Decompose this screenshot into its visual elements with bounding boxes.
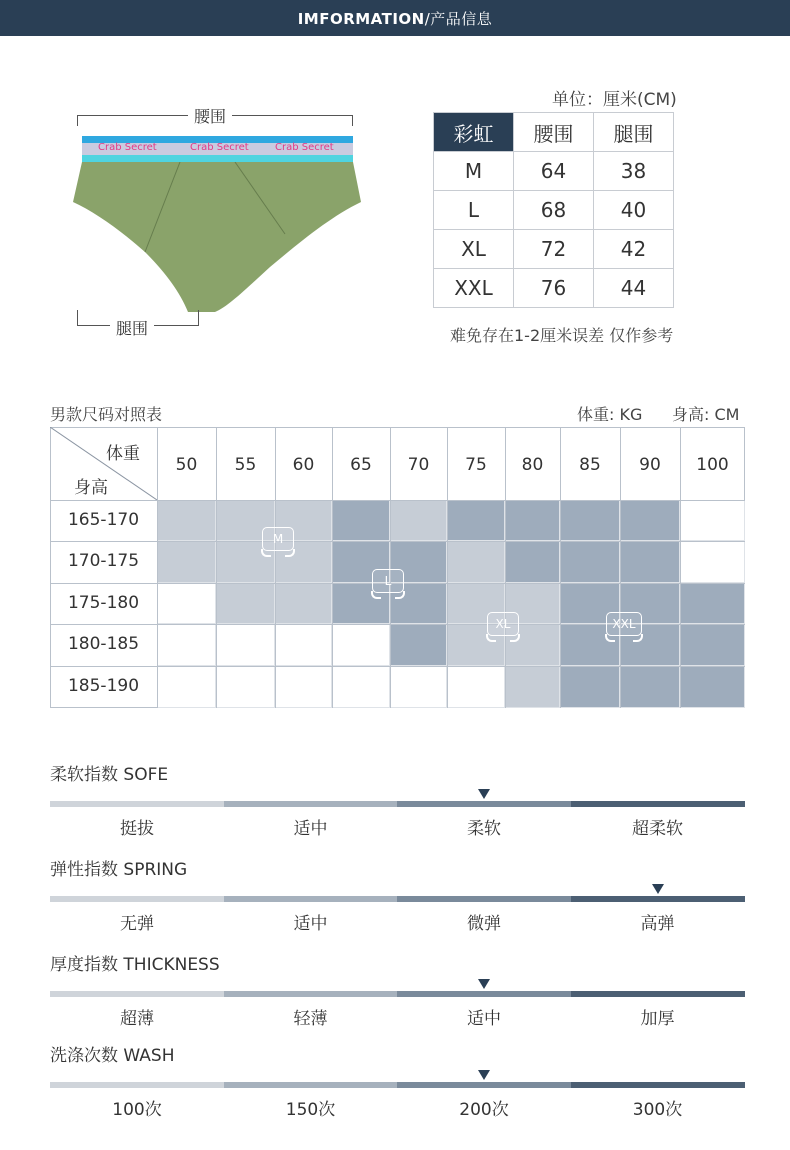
weight-header: 90 — [639, 455, 661, 475]
table-cell: 42 — [594, 230, 674, 269]
chart-cell — [390, 500, 447, 541]
weight-header: 60 — [292, 455, 315, 475]
index-marker-icon — [478, 789, 490, 799]
height-label: 170-175 — [67, 551, 140, 571]
weight-header: 50 — [175, 455, 198, 475]
size-table-header: 腰围 — [514, 113, 594, 152]
chart-cell — [620, 666, 680, 708]
table-cell: 64 — [514, 152, 594, 191]
index-bar-segment — [224, 896, 398, 902]
waist-label: 腰围 — [188, 104, 232, 127]
index-bar-segment — [50, 1082, 224, 1088]
chart-cell — [680, 624, 745, 666]
chart-cell — [216, 583, 275, 624]
garment-illustration — [60, 100, 380, 340]
index-level-label: 适中 — [293, 914, 328, 934]
index-level-label: 300次 — [632, 1100, 683, 1120]
index-level-label: 150次 — [285, 1100, 336, 1120]
chart-cell — [680, 500, 745, 541]
size-table-header-row — [434, 113, 674, 152]
index-title: 厚度指数 THICKNESS — [50, 955, 220, 975]
chart-cell — [680, 541, 745, 583]
header-title-en: IMFORMATION — [297, 10, 425, 28]
chart-cell — [216, 666, 275, 708]
index-level-label: 超柔软 — [632, 819, 683, 839]
chart-cell — [680, 583, 745, 624]
index-level-label: 加厚 — [640, 1009, 675, 1029]
size-chart-grid — [50, 427, 745, 708]
chart-cell — [505, 541, 560, 583]
index-level-label: 适中 — [467, 1009, 501, 1029]
chart-cell — [275, 624, 332, 666]
index-bar-segment — [224, 801, 398, 807]
weight-header: 65 — [350, 455, 372, 475]
weight-header: 70 — [407, 455, 430, 475]
table-row — [434, 269, 674, 308]
grid-line-h — [50, 541, 745, 542]
index-level-label: 100次 — [112, 1100, 162, 1120]
chart-cell — [157, 583, 216, 624]
chart-cell — [390, 624, 447, 666]
index-bar-segment — [397, 896, 571, 902]
table-cell: M — [434, 152, 514, 191]
table-cell: 38 — [594, 152, 674, 191]
chart-title: 男款尺码对照表 — [50, 405, 163, 424]
weight-unit: 体重: KG — [577, 405, 643, 424]
index-bar-segment — [571, 896, 745, 902]
chart-cell — [447, 666, 505, 708]
index-bar-segment — [397, 1082, 571, 1088]
brand-text-1: Crab Secret — [98, 142, 157, 153]
index-level-label: 微弹 — [467, 914, 501, 934]
table-row — [434, 152, 674, 191]
weight-header: 85 — [579, 455, 601, 475]
height-label: 185-190 — [67, 676, 140, 696]
size-note: 难免存在1-2厘米误差 仅作参考 — [450, 326, 674, 345]
table-cell: L — [434, 191, 514, 230]
grid-line-h — [50, 666, 745, 667]
crab-size-icon: M — [262, 527, 294, 551]
index-level-label: 轻薄 — [293, 1009, 328, 1029]
chart-cell — [157, 541, 216, 583]
chart-cell — [275, 583, 332, 624]
index-bar-segment — [50, 991, 224, 997]
chart-cell — [447, 541, 505, 583]
index-level-label: 超薄 — [120, 1009, 154, 1029]
header-title — [0, 8, 790, 29]
briefs-shape — [60, 162, 380, 322]
index-level-label: 挺拔 — [120, 819, 154, 839]
waistband — [82, 136, 353, 163]
table-row — [434, 230, 674, 269]
index-bar-segment — [571, 801, 745, 807]
height-unit: 身高: CM — [672, 405, 740, 424]
size-unit: 单位：厘米(CM) — [552, 90, 677, 110]
table-cell: 68 — [514, 191, 594, 230]
corner-weight-label: 体重 — [106, 444, 140, 464]
crab-size-icon: XXL — [606, 612, 642, 636]
corner-height-label: 身高 — [74, 478, 108, 498]
index-level-label: 无弹 — [120, 914, 154, 934]
index-level-label: 高弹 — [640, 914, 675, 934]
index-bar-segment — [224, 1082, 398, 1088]
chart-cell — [560, 666, 620, 708]
table-cell: XL — [434, 230, 514, 269]
chart-cell — [157, 666, 216, 708]
index-bar-segment — [224, 991, 398, 997]
height-label: 175-180 — [67, 593, 140, 613]
chart-cell — [157, 500, 216, 541]
index-level-label: 适中 — [293, 819, 328, 839]
leg-label: 腿围 — [110, 316, 154, 339]
chart-cell — [620, 541, 680, 583]
grid-line-h — [50, 500, 745, 501]
index-bar-segment — [397, 991, 571, 997]
table-cell: 44 — [594, 269, 674, 308]
table-cell: 72 — [514, 230, 594, 269]
info-header — [0, 0, 790, 36]
chart-cell — [332, 500, 390, 541]
height-label: 180-185 — [67, 634, 140, 654]
index-marker-icon — [652, 884, 664, 894]
chart-cell — [505, 666, 560, 708]
chart-cell — [332, 624, 390, 666]
index-marker-icon — [478, 1070, 490, 1080]
weight-header: 100 — [696, 455, 729, 475]
chart-cell — [505, 500, 560, 541]
chart-cell — [157, 624, 216, 666]
index-bar-segment — [50, 896, 224, 902]
chart-cell — [216, 624, 275, 666]
index-title: 弹性指数 SPRING — [50, 860, 188, 880]
crab-size-icon: L — [372, 569, 404, 593]
index-bar-segment — [50, 801, 224, 807]
index-bar-segment — [571, 991, 745, 997]
index-title: 柔软指数 SOFE — [50, 765, 169, 785]
table-cell: 40 — [594, 191, 674, 230]
weight-header: 75 — [465, 455, 487, 475]
weight-header: 80 — [521, 455, 544, 475]
chart-cell — [560, 541, 620, 583]
size-table — [433, 112, 674, 308]
weight-header: 55 — [234, 455, 257, 475]
index-title: 洗涤次数 WASH — [50, 1046, 175, 1066]
chart-cell — [620, 500, 680, 541]
chart-cell — [560, 500, 620, 541]
chart-cell — [447, 500, 505, 541]
index-level-label: 柔软 — [467, 819, 501, 839]
table-cell: XXL — [434, 269, 514, 308]
index-bar-segment — [571, 1082, 745, 1088]
brand-text-2: Crab Secret — [190, 142, 249, 153]
height-label: 165-170 — [67, 510, 140, 530]
index-bar-segment — [397, 801, 571, 807]
header-title-cn: /产品信息 — [424, 10, 493, 28]
table-cell: 76 — [514, 269, 594, 308]
chart-cell — [680, 666, 745, 708]
chart-cell — [332, 666, 390, 708]
chart-cell — [390, 666, 447, 708]
brand-text-3: Crab Secret — [275, 142, 334, 153]
index-marker-icon — [478, 979, 490, 989]
chart-cell — [275, 666, 332, 708]
index-level-label: 200次 — [459, 1100, 509, 1120]
crab-size-icon: XL — [487, 612, 519, 636]
table-row — [434, 191, 674, 230]
size-table-header: 腿围 — [594, 113, 674, 152]
size-table-header: 彩虹 — [434, 113, 514, 152]
